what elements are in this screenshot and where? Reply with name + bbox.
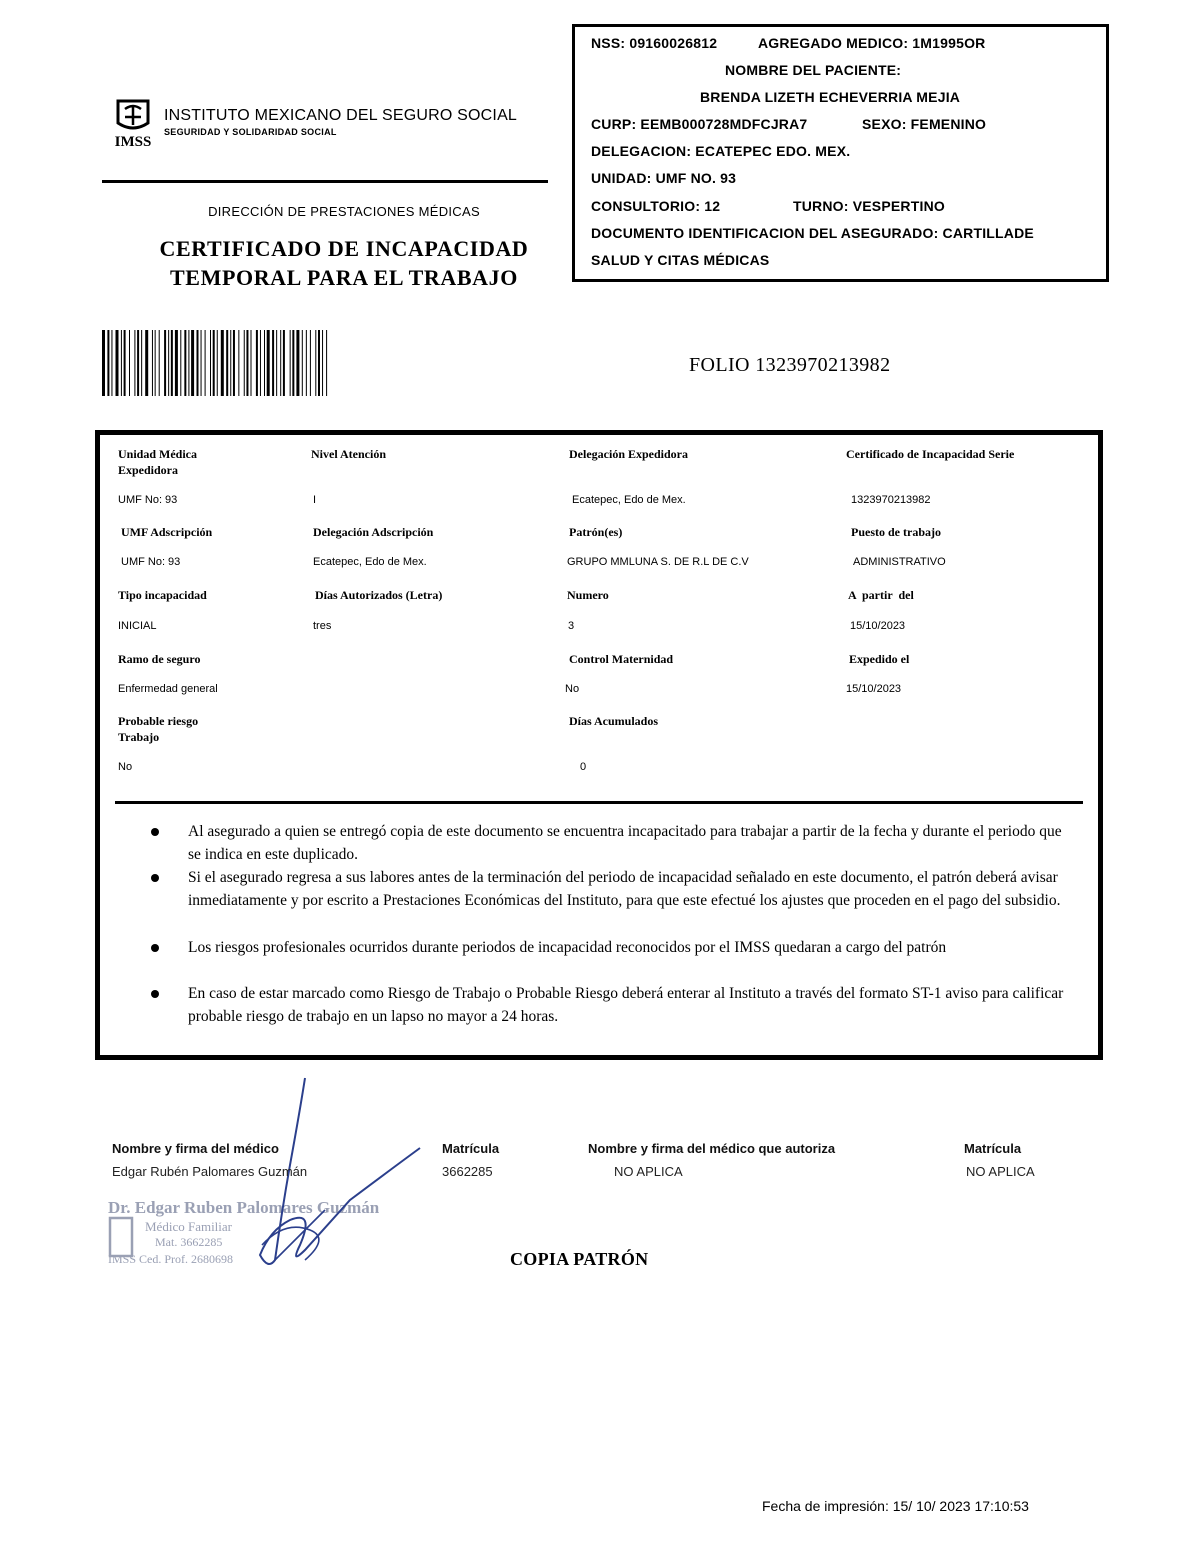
barcode-bar [164, 330, 166, 396]
barcode-bar [121, 330, 122, 396]
barcode-bar [124, 330, 126, 396]
barcode-bar [168, 330, 169, 396]
bullet-icon [151, 944, 159, 952]
barcode-bar [213, 330, 215, 396]
unidad: UNIDAD: UMF NO. 93 [591, 170, 737, 186]
a-partir-label: A partir del [848, 588, 914, 602]
barcode-bar [175, 330, 178, 396]
barcode-bar [180, 330, 181, 396]
control-maternidad-label: Control Maternidad [569, 652, 674, 666]
barcode-bar [184, 330, 186, 396]
matricula2-value: NO APLICA [966, 1164, 1035, 1179]
print-date: Fecha de impresión: 15/ 10/ 2023 17:10:53 [762, 1498, 1029, 1514]
institution-name: INSTITUTO MEXICANO DEL SEGURO SOCIAL [164, 107, 518, 124]
umf-adscripcion-value: UMF No: 93 [121, 556, 181, 568]
puesto-trabajo-value: ADMINISTRATIVO [853, 556, 946, 568]
bullet-icon [151, 990, 159, 998]
nivel-atencion-label: Nivel Atención [311, 447, 386, 461]
barcode-bar [326, 330, 327, 396]
barcode-bar [256, 330, 258, 396]
barcode-bar [111, 330, 112, 396]
institution-subtitle: SEGURIDAD Y SOLIDARIDAD SOCIAL [164, 127, 337, 137]
barcode-bar [226, 330, 228, 396]
tipo-incapacidad-label: Tipo incapacidad [118, 588, 207, 602]
unidad-medica-value: UMF No: 93 [118, 494, 178, 506]
barcode-bar [145, 330, 148, 396]
medico-autoriza-value: NO APLICA [614, 1164, 683, 1179]
probable-riesgo-value: No [118, 761, 133, 773]
consultorio: CONSULTORIO: 12 [591, 198, 721, 214]
barcode-bar [205, 330, 206, 396]
barcode-bar [141, 330, 142, 396]
delegacion-expedidora-value: Ecatepec, Edo de Mex. [572, 494, 686, 506]
documento-identificacion-line1: DOCUMENTO IDENTIFICACION DEL ASEGURADO: CARTILLADE [591, 225, 1034, 241]
nivel-atencion-value: I [313, 494, 317, 506]
barcode-bar [129, 330, 130, 396]
svg-text:Médico Familiar: Médico Familiar [145, 1219, 233, 1234]
medico-label: Nombre y firma del médico [112, 1141, 279, 1156]
barcode-bar [171, 330, 173, 396]
barcode-bar [251, 330, 252, 396]
barcode-bar [292, 330, 294, 396]
bullet-icon [151, 828, 159, 836]
barcode-bar [137, 330, 139, 396]
barcode-bar [260, 330, 261, 396]
medico-name: Edgar Rubén Palomares Guzmán [112, 1164, 308, 1179]
patient-name-label: NOMBRE DEL PACIENTE: [725, 62, 902, 78]
barcode-bar [102, 330, 105, 396]
svg-text:IMSS Ced. Prof. 2680698: IMSS Ced. Prof. 2680698 [108, 1252, 234, 1266]
direction-heading: DIRECCIÓN DE PRESTACIONES MÉDICAS [208, 204, 480, 219]
barcode-bar [201, 330, 202, 396]
expedido-value: 15/10/2023 [846, 683, 902, 695]
barcode-bar [155, 330, 156, 396]
barcode-bar [302, 330, 303, 396]
patient-name: BRENDA LIZETH ECHEVERRIA MEJIA [700, 89, 961, 105]
barcode-bar [283, 330, 285, 396]
agregado-medico: AGREGADO MEDICO: 1M1995OR [758, 35, 986, 51]
documento-identificacion-line2: SALUD Y CITAS MÉDICAS [591, 252, 770, 268]
barcode-bar [238, 330, 239, 396]
medico-autoriza-label: Nombre y firma del médico que autoriza [588, 1141, 836, 1156]
barcode-bar [230, 330, 231, 396]
barcode [102, 330, 540, 396]
patron-value: GRUPO MMLUNA S. DE R.L DE C.V [567, 556, 749, 568]
barcode-bar [296, 330, 299, 396]
matricula2-label: Matrícula [964, 1141, 1022, 1156]
certificado-serie-value: 1323970213982 [851, 494, 931, 506]
barcode-bar [233, 330, 235, 396]
barcode-bar [221, 330, 224, 396]
barcode-bar [116, 330, 119, 396]
note-item: Los riesgos profesionales ocurridos durante periodos de incapacidad reconocidos por el IMSS quedaran a cargo del patrón [188, 939, 947, 956]
note-item: Al asegurado a quien se entregó copia de este documento se encuentra incapacitado para trabajar a partir de la fecha y durante el periodo que se indica en este duplicado. [188, 823, 1062, 863]
imss-logo [110, 97, 156, 149]
sexo: SEXO: FEMENINO [862, 116, 987, 132]
barcode-bar [246, 330, 248, 396]
barcode-bar [264, 330, 265, 396]
delegacion-adscripcion-label: Delegación Adscripción [313, 525, 434, 539]
umf-adscripcion-label: UMF Adscripción [121, 525, 213, 539]
note-item: Si el asegurado regresa a sus labores antes de la terminación del periodo de incapacidad señalado en este documento, el patrón deberá avisar inmediatamente y por escrito a Prestaciones Económicas del Instituto, para que este efectué los ajustes que proceden en el pago del subsidio. [188, 869, 1061, 909]
barcode-bar [267, 330, 270, 396]
delegacion-expedidora-label: Delegación Expedidora [569, 447, 688, 461]
details-divider [115, 801, 1083, 804]
folio: FOLIO 1323970213982 [689, 354, 891, 376]
dias-autorizados-letra-label: Días Autorizados (Letra) [315, 588, 443, 602]
unidad-medica-label: Unidad Médica Expedidora [118, 447, 198, 477]
certificate-title [102, 234, 586, 292]
dias-autorizados-letra-value: tres [313, 620, 332, 632]
expedido-label: Expedido el [849, 652, 910, 666]
svg-text:IMSS: IMSS [114, 134, 152, 149]
tipo-incapacidad-value: INICIAL [118, 620, 157, 632]
dias-acumulados-value: 0 [580, 761, 587, 773]
barcode-bar [107, 330, 109, 396]
certificate-title-line2: TEMPORAL PARA EL TRABAJO [170, 265, 518, 290]
barcode-bar [315, 330, 316, 396]
barcode-bar [244, 330, 245, 396]
nss: NSS: 09160026812 [591, 35, 718, 51]
barcode-bar [310, 330, 311, 396]
numero-label: Numero [567, 588, 609, 602]
barcode-bar [318, 330, 320, 396]
barcode-bar [290, 330, 291, 396]
puesto-trabajo-label: Puesto de trabajo [851, 525, 941, 539]
barcode-bar [322, 330, 323, 396]
barcode-bar [306, 330, 307, 396]
matricula-value: 3662285 [442, 1164, 493, 1179]
numero-value: 3 [568, 620, 575, 632]
copy-label: COPIA PATRÓN [510, 1249, 649, 1269]
barcode-bar [134, 330, 135, 396]
delegacion: DELEGACION: ECATEPEC EDO. MEX. [591, 143, 851, 159]
barcode-bar [188, 330, 189, 396]
delegacion-adscripcion-value: Ecatepec, Edo de Mex. [313, 556, 427, 568]
patrones-label: Patrón(es) [569, 525, 623, 539]
barcode-bar [280, 330, 281, 396]
curp: CURP: EEMB000728MDFCJRA7 [591, 116, 808, 132]
control-maternidad-value: No [565, 683, 580, 695]
barcode-bar [210, 330, 211, 396]
barcode-bar [217, 330, 218, 396]
probable-riesgo-label: Probable riesgo Trabajo [118, 714, 199, 744]
bullet-icon [151, 874, 159, 882]
ramo-seguro-label: Ramo de seguro [118, 652, 201, 666]
matricula-label: Matrícula [442, 1141, 500, 1156]
a-partir-value: 15/10/2023 [850, 620, 906, 632]
svg-text:Dr. Edgar Ruben Palomares Guzm: Dr. Edgar Ruben Palomares Guzmán [108, 1198, 380, 1217]
barcode-bar [159, 330, 160, 396]
turno: TURNO: VESPERTINO [793, 198, 945, 214]
ramo-seguro-value: Enfermedad general [118, 683, 218, 695]
barcode-bar [272, 330, 274, 396]
note-item: En caso de estar marcado como Riesgo de Trabajo o Probable Riesgo deberá enterar al Instituto a través del formato ST-1 aviso para calificar probable riesgo de trabajo en un lapso no mayor a 24 horas. [188, 985, 1064, 1025]
certificado-serie-label: Certificado de Incapacidad Serie [846, 447, 1015, 461]
barcode-bar [276, 330, 277, 396]
barcode-bar [152, 330, 153, 396]
barcode-bar [197, 330, 199, 396]
dias-acumulados-label: Días Acumulados [569, 714, 659, 728]
svg-text:Mat. 3662285: Mat. 3662285 [155, 1235, 223, 1249]
certificate-title-line1: CERTIFICADO DE INCAPACIDAD [159, 236, 529, 261]
barcode-bar [191, 330, 194, 396]
patient-info-box [572, 24, 1109, 282]
header-divider [102, 180, 548, 183]
